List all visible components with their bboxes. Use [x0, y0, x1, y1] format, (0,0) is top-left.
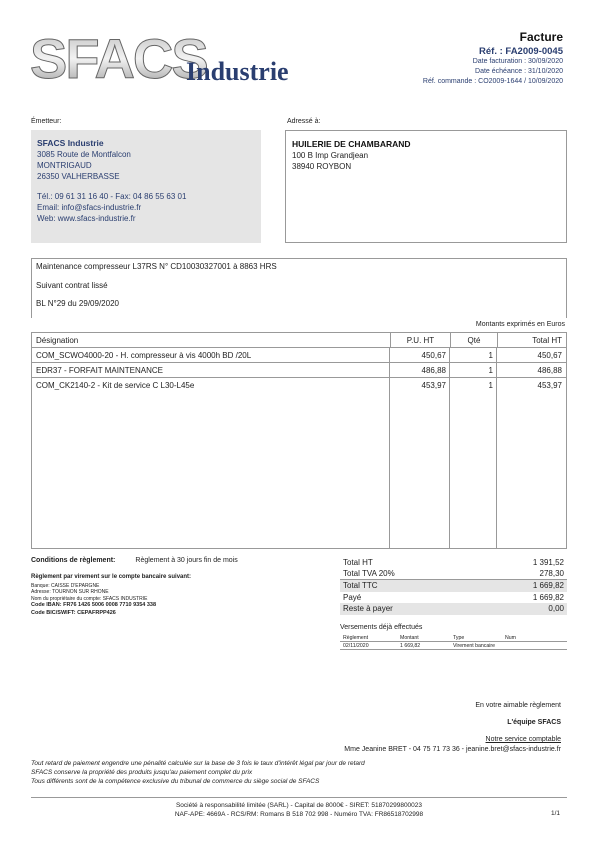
total-ht-row: Total HT 1 391,52: [343, 558, 564, 568]
bank-name: Banque: CAISSE D'EPARGNE: [31, 583, 100, 589]
team: L'équipe SFACS: [507, 719, 561, 726]
cell-designation: EDR37 - FORFAIT MAINTENANCE: [36, 365, 163, 375]
service: Notre service comptable: [485, 736, 561, 743]
invoice-notes: [31, 258, 567, 318]
payments-table: [340, 634, 567, 650]
recipient-address-line: 100 B Imp Grandjean: [292, 151, 369, 160]
paid-row: Payé 1 669,82: [343, 592, 564, 602]
page-number: 1/1: [550, 810, 560, 817]
remaining-row: Reste à payer 0,00: [340, 603, 567, 615]
legal-line: Tous différents sont de la compétence exclusive du tribunal de commerce du siège social de SFACS: [31, 777, 320, 785]
footer-line: Société à responsabilité limitée (SARL) - Capital de 8000€ - SIRET: 51870299800023: [175, 802, 423, 809]
bank-title: Règlement par virement sur le compte bancaire suivant:: [31, 574, 192, 580]
account-owner: Nom du propriétaire du compte: SFACS INDUSTRIE: [31, 595, 148, 602]
signature-block: [344, 701, 561, 755]
cell-quantity: 1: [488, 350, 493, 360]
payments-title: Versements déjà effectués: [340, 624, 423, 631]
table-row: [32, 348, 566, 363]
total-ttc-row: Total TTC 1 669,82: [340, 580, 567, 592]
legal-line: SFACS conserve la propriété des produits jusqu'au paiement complet du prix: [31, 768, 253, 776]
total-tva-row: Total TVA 20% 278,30: [340, 569, 567, 581]
cell-quantity: 1: [488, 365, 493, 375]
company-logo: [30, 30, 320, 90]
table-row: [32, 378, 566, 393]
conditions-label: Conditions de règlement:: [31, 557, 116, 564]
cell-quantity: 1: [488, 381, 493, 390]
contact: Mme Jeanine BRET - 04 75 71 73 36 - jeanine.bret@sfacs-industrie.fr: [344, 746, 561, 753]
emitter-address-line: 3085 Route de Montfalcon: [37, 150, 131, 159]
emitter-web[interactable]: Web: www.sfacs-industrie.fr: [37, 214, 136, 223]
col-unit-price: P.U. HT: [390, 333, 450, 347]
cell-total: 450,67: [537, 350, 562, 360]
greeting: En votre aimable règlement: [475, 702, 561, 709]
invoice-header: [423, 30, 563, 87]
date-echeance: Date échéance : 31/10/2020: [475, 68, 563, 75]
iban: Code IBAN: FR76 1426 5006 0008 7710 9354 338: [31, 602, 157, 609]
table-row: [32, 363, 566, 378]
bank-address: Adresse: TOURNON SUR RHONE: [31, 589, 109, 596]
page-footer: [31, 797, 567, 819]
emitter-address-line: 26350 VALHERBASSE: [37, 172, 120, 181]
date-facturation: Date facturation : 30/09/2020: [472, 58, 563, 65]
ref-commande: Réf. commande : CO2009-1644 / 10/09/2020: [422, 78, 563, 85]
payments-header: Règlement Montant Type Num: [340, 634, 567, 642]
totals-block: [340, 557, 567, 615]
col-total: Total HT: [497, 333, 566, 347]
legal-notes: [31, 760, 365, 786]
logo-sub-text: Industrie: [186, 57, 289, 86]
cell-designation: COM_SCWO4000-20 - H. compresseur à vis 4000h BD /20L: [36, 350, 252, 360]
cell-total: 486,88: [537, 365, 562, 375]
cell-total: 453,97: [537, 381, 562, 390]
footer-line: NAF-APE: 4669A - RCS/RM: Romans B 518 702 998 - Numéro TVA: FR86518702998: [174, 810, 424, 818]
cell-unit-price: 486,88: [421, 365, 446, 375]
emitter-box: [31, 130, 261, 243]
recipient-address-line: 38940 ROYBON: [292, 162, 352, 171]
cell-unit-price: 450,67: [421, 350, 446, 360]
note-line: Maintenance compresseur L37RS N° CD10030327001 à 8863 HRS: [36, 262, 277, 271]
logo-main-text: SFACS: [30, 30, 207, 90]
recipient-name: HUILERIE DE CHAMBARAND: [292, 139, 411, 149]
emitter-email[interactable]: Email: info@sfacs-industrie.fr: [37, 203, 142, 212]
col-quantity: Qté: [450, 333, 497, 347]
conditions-value: Règlement à 30 jours fin de mois: [135, 557, 238, 564]
emitter-label: Émetteur:: [31, 118, 62, 125]
recipient-label: Adressé à:: [287, 118, 321, 125]
payment-conditions: [31, 557, 331, 617]
cell-designation: COM_CK2140-2 - Kit de service C L30-L45e: [36, 381, 195, 390]
emitter-address-line: MONTRIGAUD: [37, 161, 92, 170]
currency-note: Montants exprimés en Euros: [475, 321, 565, 328]
note-line: Suivant contrat lissé: [36, 280, 108, 290]
col-designation: Désignation: [36, 335, 79, 345]
table-header: [32, 333, 566, 348]
emitter-name: SFACS Industrie: [37, 138, 104, 148]
invoice-ref: Réf. : FA2009-0045: [479, 46, 563, 57]
emitter-phone: Tél.: 09 61 31 16 40 - Fax: 04 86 55 63 01: [37, 192, 187, 201]
legal-line: Tout retard de paiement engendre une pénalité calculée sur la base de 3 fois le taux d'intérêt légal par jour de retard: [31, 760, 365, 767]
payment-row: 02/11/2020 1 669,82 Virement bancaire: [340, 642, 567, 650]
invoice-lines-table: [31, 332, 567, 549]
bic: Code BIC/SWIFT: CEPAFRPP426: [31, 609, 116, 616]
doc-type: Facture: [519, 30, 563, 44]
recipient-box: [285, 130, 567, 243]
cell-unit-price: 453,97: [421, 381, 446, 390]
note-line: BL N°29 du 29/09/2020: [36, 299, 119, 308]
